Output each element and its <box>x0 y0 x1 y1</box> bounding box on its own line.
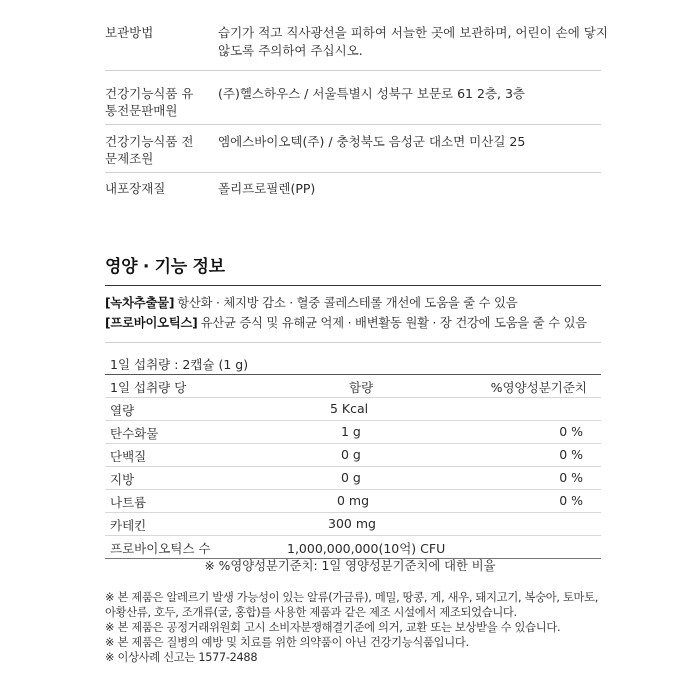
divider <box>105 172 601 173</box>
nutrient-amount: 1 g <box>341 424 361 439</box>
function-text: 항산화 · 체지방 감소 · 혈중 콜레스테롤 개선에 도움을 줄 수 있음 <box>177 296 518 310</box>
nutrient-amount: 5 Kcal <box>330 401 369 416</box>
info-value: 엠에스바이오텍(주) / 충청북도 음성군 대소면 미산길 25 <box>218 134 526 149</box>
nutrition-table <box>105 374 601 559</box>
nutrient-name: 나트륨 <box>110 495 147 510</box>
info-value: 폴리프로필렌(PP) <box>218 181 316 196</box>
section-title: 영양 · 기능 정보 <box>105 257 225 277</box>
info-label: 내포장재질 <box>105 181 166 196</box>
nutrient-pct: 0 % <box>559 493 583 508</box>
function-claim <box>105 295 517 311</box>
nutrient-name: 프로바이오틱스 수 <box>110 541 211 556</box>
footnote: ※ 이상사례 신고는 1577-2488 <box>105 651 258 664</box>
divider <box>105 124 601 125</box>
nutrient-name: 열량 <box>110 403 135 418</box>
table-row <box>105 421 601 444</box>
nutrient-amount: 0 mg <box>337 493 370 508</box>
info-label: 보관방법 <box>105 25 154 40</box>
nutrient-name: 단백질 <box>110 449 147 464</box>
nutrient-amount: 0 g <box>341 447 361 462</box>
nutrient-pct: 0 % <box>559 424 583 439</box>
table-row <box>105 490 601 513</box>
function-claim <box>105 315 587 331</box>
nutrient-amount: 0 g <box>341 470 361 485</box>
info-value: 습기가 적고 직사광선을 피하여 서늘한 곳에 보관하며, 어린이 손에 닿지 않도록 주의하여 주십시오. <box>218 25 608 58</box>
function-tag: [프로바이오틱스] <box>105 316 198 330</box>
footnote: ※ 본 제품은 공정거래위원회 고시 소비자분쟁해결기준에 의거, 교환 또는 보상받을 수 있습니다. <box>105 621 561 634</box>
table-row <box>105 467 601 490</box>
function-text: 유산균 증식 및 유해균 억제 · 배변활동 원활 · 장 건강에 도움을 줄 수 있음 <box>200 316 587 330</box>
footnote: ※ 본 제품은 알레르기 발생 가능성이 있는 알류(가금류), 메밀, 땅콩, 게, 새우, 돼지고기, 복숭아, 토마토, 아황산류, 호두, 조개류(굴, 홍합)를 사용한 제품과 같은 제조 시설에서 제조되었습니다. <box>105 591 599 619</box>
info-label: 건강기능식품 유통전문판매원 <box>105 86 194 118</box>
table-note: ※ %영양성분기준치: 1일 영양성분기준치에 대한 비율 <box>204 559 496 573</box>
nutrient-amount: 300 mg <box>328 516 376 531</box>
nutrient-name: 카테킨 <box>110 518 147 533</box>
table-row <box>105 444 601 467</box>
divider <box>105 285 601 286</box>
header-per-serving: 1일 섭취량 당 <box>110 380 187 395</box>
table-row <box>105 398 601 421</box>
function-tag: [녹차추출물] <box>105 296 175 310</box>
nutrient-name: 탄수화물 <box>110 426 159 441</box>
footnote: ※ 본 제품은 질병의 예방 및 치료를 위한 의약품이 아닌 건강기능식품입니다. <box>105 636 469 649</box>
table-row <box>105 513 601 536</box>
table-header <box>105 374 601 398</box>
nutrient-pct: 0 % <box>559 447 583 462</box>
nutrient-amount: 1,000,000,000(10억) CFU <box>287 541 446 556</box>
divider <box>105 342 601 343</box>
info-value: (주)헬스하우스 / 서울특별시 성북구 보문로 61 2층, 3층 <box>218 86 525 101</box>
header-amount: 함량 <box>349 380 374 395</box>
footnotes <box>105 590 600 665</box>
info-label: 건강기능식품 전문제조원 <box>105 134 194 166</box>
serving-size: 1일 섭취량 : 2캡슐 (1 g) <box>110 357 249 372</box>
header-daily-value: %영양성분기준치 <box>490 380 587 395</box>
nutrient-name: 지방 <box>110 472 135 487</box>
divider <box>105 70 601 71</box>
nutrient-pct: 0 % <box>559 470 583 485</box>
